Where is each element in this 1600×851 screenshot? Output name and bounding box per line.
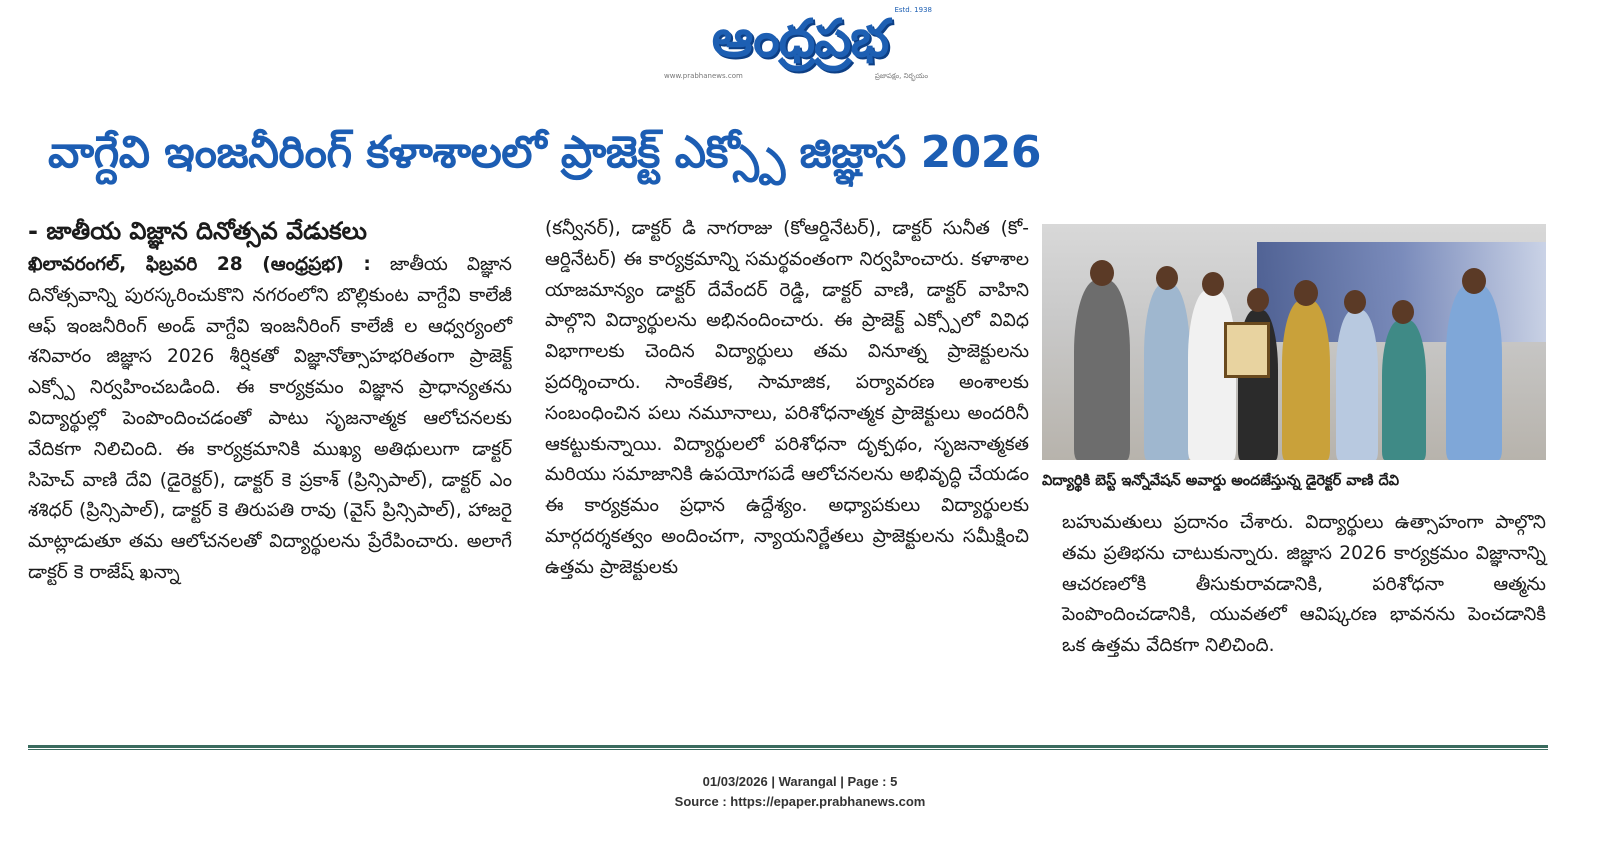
masthead-est: Estd. 1938 bbox=[894, 6, 932, 14]
footer-divider bbox=[28, 745, 1548, 748]
masthead-title: ఆంధ్రప్రభ bbox=[711, 9, 889, 69]
event-photo bbox=[1042, 224, 1546, 460]
article-column-3 bbox=[1062, 508, 1546, 662]
column-3-text: బహుమతులు ప్రదానం చేశారు. విద్యార్థులు ఉత్సాహంగా పాల్గొని తమ ప్రతిభను చాటుకున్నారు. జిజ్ఞాస 2026 కార్యక్రమం విజ్ఞానాన్ని ఆచరణలోకి తీసుకురావడానికి, పరిశోధనా ఆత్మను పెంపొందించడానికి, యువతలో ఆవిష్కరణ భావనను పెంచడానికి ఒక ఉత్తమ వేదికగా నిలిచింది. bbox=[1062, 512, 1546, 657]
photo-person bbox=[1446, 284, 1502, 460]
masthead-website: www.prabhanews.com bbox=[664, 72, 743, 80]
photo-person-head bbox=[1247, 288, 1269, 312]
award-frame bbox=[1224, 322, 1270, 378]
photo-person-head bbox=[1156, 266, 1178, 290]
photo-person-head bbox=[1344, 290, 1366, 314]
article-headline: వాగ్దేవి ఇంజనీరింగ్ కళాశాలలో ప్రాజెక్ట్ ఎక్స్పో జిజ్ఞాస 2026 bbox=[48, 127, 1042, 178]
photo-person-head bbox=[1202, 272, 1224, 296]
article-paragraph-1 bbox=[28, 250, 512, 589]
masthead-logo bbox=[660, 6, 940, 84]
photo-caption: విద్యార్థికి బెస్ట్ ఇన్నోవేషన్ అవార్డు అందజేస్తున్న డైరెక్టర్ వాణి దేవి bbox=[1042, 473, 1400, 489]
photo-person bbox=[1074, 280, 1130, 460]
article-subheading: - జాతీయ విజ్ఞాన దినోత్సవ వేడుకలు bbox=[28, 217, 367, 245]
photo-person bbox=[1382, 320, 1426, 460]
article-column-2 bbox=[545, 214, 1029, 584]
photo-person bbox=[1144, 284, 1190, 460]
photo-person-head bbox=[1392, 300, 1414, 324]
article-dateline: ఖిలావరంగల్, ఫిబ్రవరి 28 (ఆంధ్రప్రభ) : bbox=[28, 254, 371, 275]
photo-person-head bbox=[1462, 268, 1486, 294]
footer-edition-info: 01/03/2026 | Warangal | Page : 5 bbox=[702, 774, 898, 789]
photo-person-head bbox=[1294, 280, 1318, 306]
article-column-1 bbox=[28, 214, 512, 589]
photo-person bbox=[1336, 310, 1378, 460]
photo-person bbox=[1282, 300, 1330, 460]
footer-source: Source : https://epaper.prabhanews.com bbox=[674, 794, 926, 809]
photo-person-head bbox=[1090, 260, 1114, 286]
column-1-text: జాతీయ విజ్ఞాన దినోత్సవాన్ని పురస్కరించుకొని నగరంలోని బొల్లికుంట వాగ్దేవి కాలేజీ ఆఫ్ ఇంజనీరింగ్ అండ్ వాగ్దేవి ఇంజనీరింగ్ కాలేజీ ల ఆధ్వర్యంలో శనివారం జిజ్ఞాస 2026 శీర్షికతో విజ్ఞానోత్సాహభరితంగా ప్రాజెక్ట్ ఎక్స్పో నిర్వహించబడింది. ఈ కార్యక్రమం విజ్ఞాన ప్రాధాన్యతను విద్యార్థుల్లో పెంపొందించడంతో పాటు సృజనాత్మక ఆలోచనలకు వేదికగా నిలిచింది. ఈ కార్యక్రమానికి ముఖ్య అతిథులుగా డాక్టర్ సిహెచ్ వాణి దేవి (డైరెక్టర్), డాక్టర్ కె ప్రకాశ్ (ప్రిన్సిపాల్), డాక్టర్ ఎం శశిధర్ (ప్రిన్సిపాల్), డాక్టర్ కె తిరుపతి రావు (వైస్ ప్రిన్సిపాల్), హాజరై మాట్లాడుతూ తమ ఆలోచనలతో విద్యార్థులను ప్రేరేపించారు. అలాగే డాక్టర్ కె రాజేష్ ఖన్నా bbox=[28, 254, 512, 583]
column-2-text: (కన్వీనర్), డాక్టర్ డి నాగరాజు (కోఆర్డినేటర్), డాక్టర్ సునీత (కో-ఆర్డినేటర్) ఈ కార్యక్రమాన్ని సమర్థవంతంగా నిర్వహించారు. కళాశాల యాజమాన్యం డాక్టర్ దేవేందర్ రెడ్డి, డాక్టర్ వాణి, డాక్టర్ వాహిని పాల్గొని విద్యార్థులను అభినందించారు. ఈ ప్రాజెక్ట్ ఎక్స్పోలో వివిధ విభాగాలకు చెందిన విద్యార్థులు తమ వినూత్న ప్రాజెక్టులను ప్రదర్శించారు. సాంకేతిక, సామాజిక, పర్యావరణ అంశాలకు సంబంధించిన పలు నమూనాలు, పరిశోధనాత్మక ప్రాజెక్టులు అందరినీ ఆకట్టుకున్నాయి. విద్యార్థులలో పరిశోధనా దృక్పథం, సృజనాత్మకత మరియు సమాజానికి ఉపయోగపడే ఆలోచనలను అభివృద్ధి చేయడం ఈ కార్యక్రమం ప్రధాన ఉద్దేశ్యం. అధ్యాపకులు విద్యార్థులకు మార్గదర్శకత్వం అందించగా, న్యాయనిర్ణేతలు ప్రాజెక్టులను సమీక్షించి ఉత్తమ ప్రాజెక్టులకు bbox=[545, 218, 1029, 578]
footer-divider-thin bbox=[28, 749, 1548, 750]
masthead-tagline: ప్రజాపక్షం, నిర్భయం bbox=[874, 72, 928, 80]
